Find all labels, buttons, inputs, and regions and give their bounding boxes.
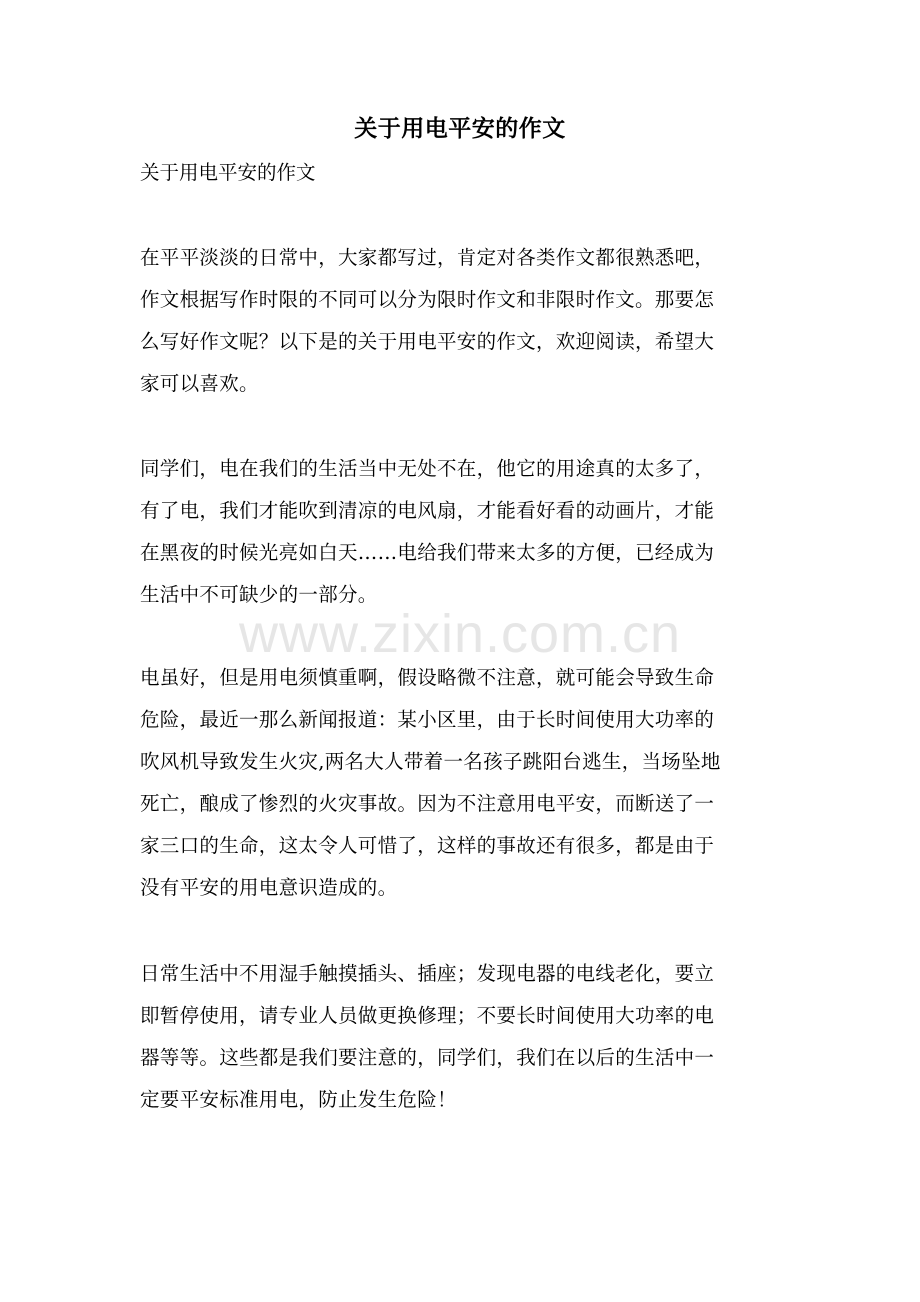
paragraph-line: 电虽好，但是用电须慎重啊，假设略微不注意，就可能会导致生命 [140,666,715,689]
watermark: www.zixin.com.cn [238,604,682,664]
paragraph-line: 日常生活中不用湿手触摸插头、插座；发现电器的电线老化，要立 [140,962,715,985]
paragraph-line: 家可以喜欢。 [140,372,259,395]
paragraph-uses-of-electricity [140,448,780,616]
paragraph-line: 死亡，酿成了惨烈的火灾事故。因为不注意用电平安，而断送了一 [140,792,715,815]
paragraph-line: 生活中不可缺少的一部分。 [140,583,378,606]
paragraph-line: 家三口的生命，这太令人可惜了，这样的事故还有很多，都是由于 [140,834,715,857]
paragraph-line: 在平平淡淡的日常中，大家都写过，肯定对各类作文都很熟悉吧， [140,246,715,269]
paragraph-line: 么写好作文呢？以下是的关于用电平安的作文，欢迎阅读，希望大 [140,330,715,353]
paragraph-line: 有了电，我们才能吹到清凉的电风扇，才能看好看的动画片，才能 [140,499,715,522]
paragraph-line: 没有平安的用电意识造成的。 [140,876,398,899]
paragraph-line: 即暂停使用，请专业人员做更换修理；不要长时间使用大功率的电 [140,1004,715,1027]
paragraph-danger-example [140,657,780,909]
document-subtitle: 关于用电平安的作文 [140,161,316,184]
paragraph-line: 作文根据写作时限的不同可以分为限时作文和非限时作文。那要怎 [140,288,715,311]
paragraph-line: 吹风机导致发生火灾,两名大人带着一名孩子跳阳台逃生，当场坠地 [140,750,721,773]
paragraph-line: 器等等。这些都是我们要注意的，同学们，我们在以后的生活中一 [140,1046,715,1069]
paragraph-intro [140,237,780,405]
paragraph-line: 危险，最近一那么新闻报道：某小区里，由于长时间使用大功率的 [140,708,715,731]
paragraph-safety-tips [140,953,780,1121]
paragraph-line: 定要平安标准用电，防止发生危险！ [140,1088,457,1111]
paragraph-line: 同学们，电在我们的生活当中无处不在，他它的用途真的太多了， [140,457,715,480]
paragraph-line: 在黑夜的时候光亮如白天……电给我们带来太多的方便，已经成为 [140,541,715,564]
document-title: 关于用电平安的作文 [354,115,566,142]
